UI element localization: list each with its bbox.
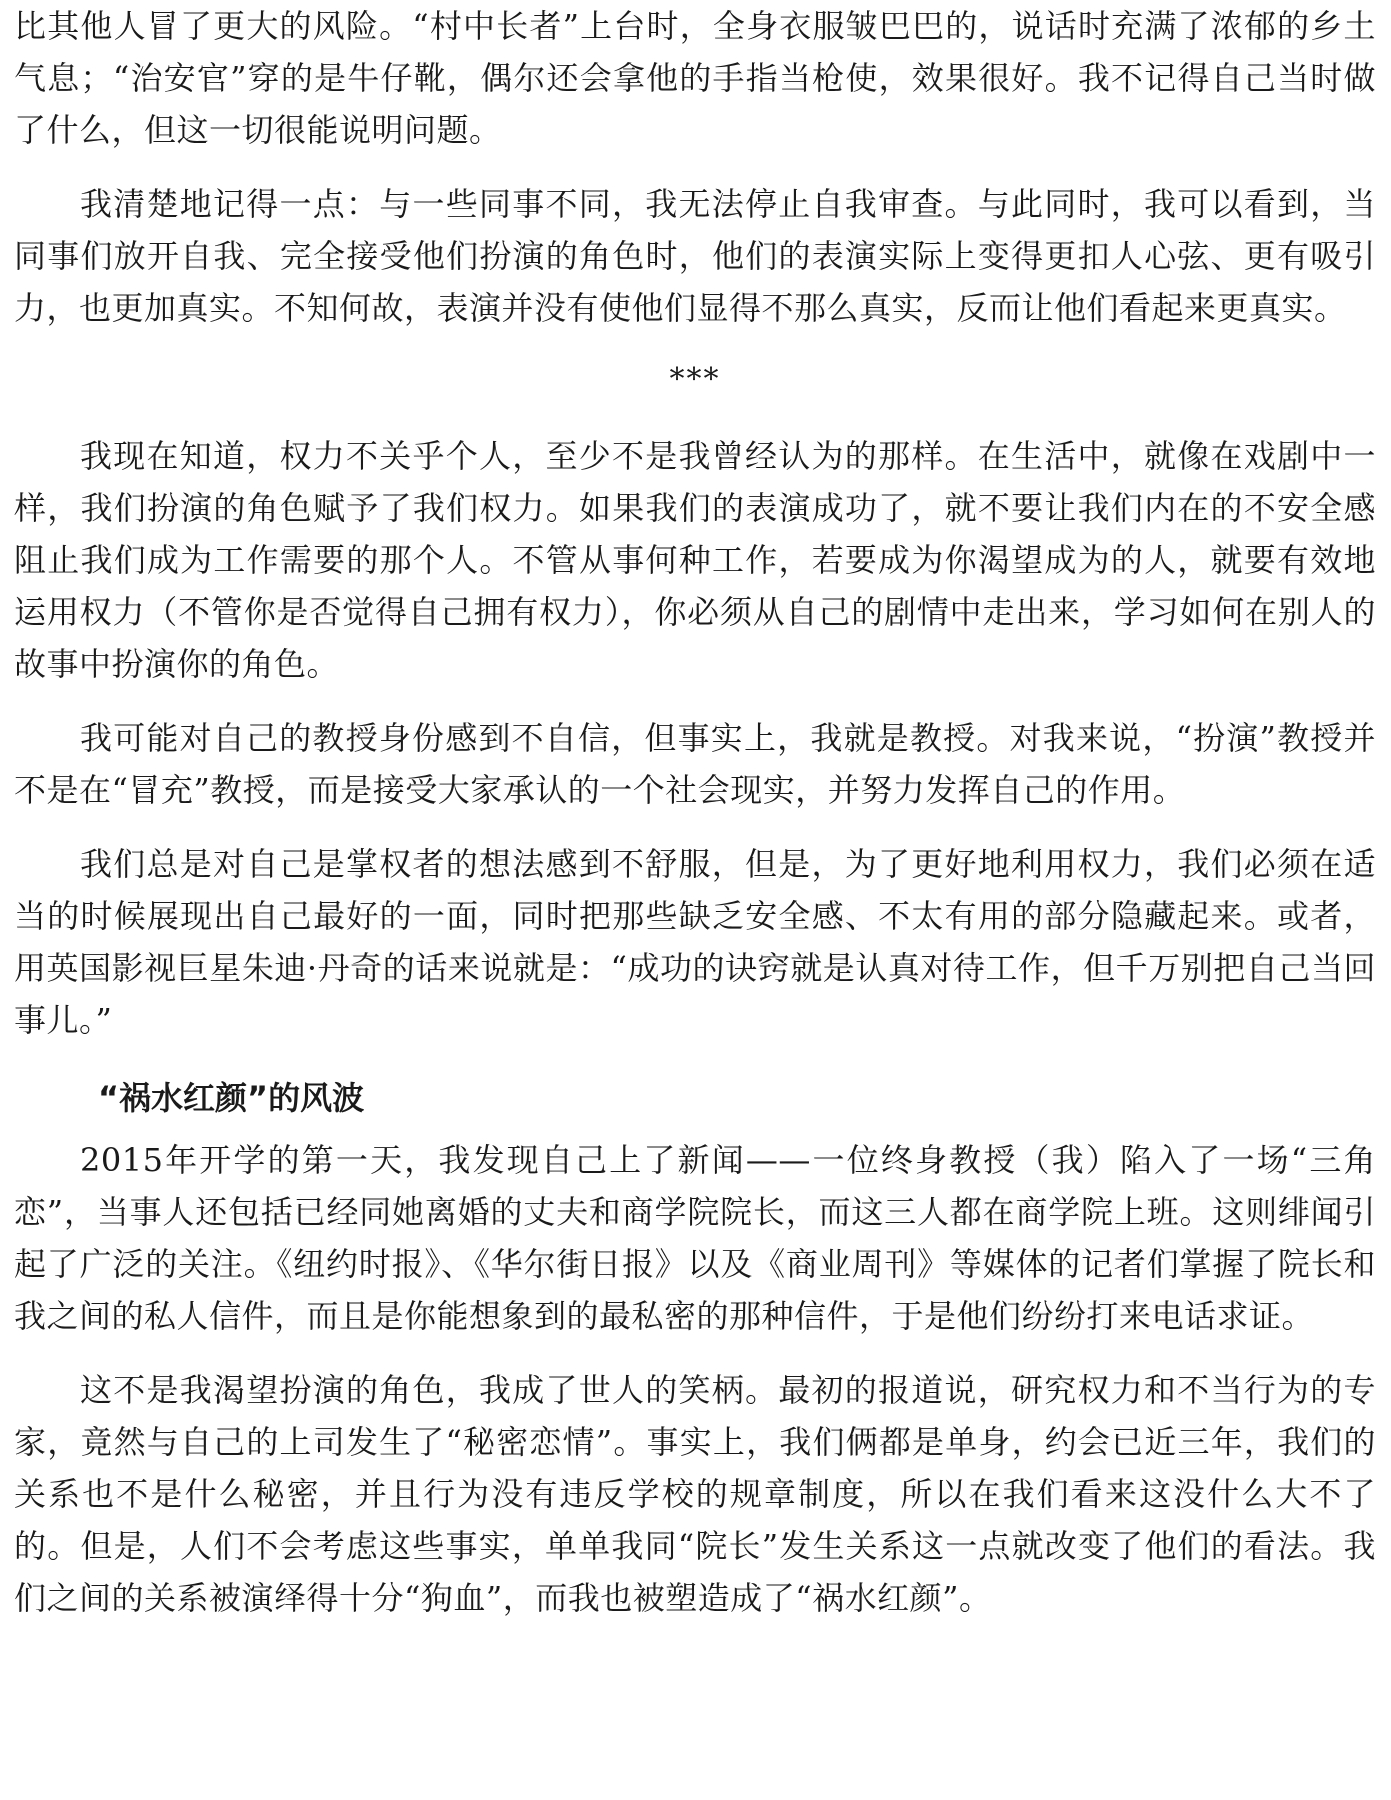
paragraph-7: 这不是我渴望扮演的角色，我成了世人的笑柄。最初的报道说，研究权力和不当行为的专家，竟然与自己的上司发生了“秘密恋情”。事实上，我们俩都是单身，约会已近三年，我们的关系也不是什么秘密，并且行为没有违反学校的规章制度，所以在我们看来这没什么大不了的。但是，人们不会考虑这些事实，单单我同“院长”发生关系这一点就改变了他们的看法。我们之间的关系被演绎得十分“狗血”，而我也被塑造成了“祸水红颜”。 [14,1371,1376,1617]
paragraph-2: 我清楚地记得一点：与一些同事不同，我无法停止自我审查。与此同时，我可以看到，当同事们放开自我、完全接受他们扮演的角色时，他们的表演实际上变得更扣人心弦、更有吸引力，也更加真实。不知何故，表演并没有使他们显得不那么真实，反而让他们看起来更真实。 [14,185,1376,327]
paragraph-3: 我现在知道，权力不关乎个人，至少不是我曾经认为的那样。在生活中，就像在戏剧中一样，我们扮演的角色赋予了我们权力。如果我们的表演成功了，就不要让我们内在的不安全感阻止我们成为工作需要的那个人。不管从事何种工作，若要成为你渴望成为的人，就要有效地运用权力（不管你是否觉得自己拥有权力），你必须从自己的剧情中走出来，学习如何在别人的故事中扮演你的角色。 [14,437,1376,683]
paragraph-5: 我们总是对自己是掌权者的想法感到不舒服，但是，为了更好地利用权力，我们必须在适当的时候展现出自己最好的一面，同时把那些缺乏安全感、不太有用的部分隐藏起来。或者，用英国影视巨星朱迪·丹奇的话来说就是：“成功的诀窍就是认真对待工作，但千万别把自己当回事儿。” [14,845,1376,1039]
paragraph-6: 2015年开学的第一天，我发现自己上了新闻——一位终身教授（我）陷入了一场“三角恋”，当事人还包括已经同她离婚的丈夫和商学院院长，而这三人都在商学院上班。这则绯闻引起了广泛的关注。《纽约时报》、《华尔街日报》以及《商业周刊》等媒体的记者们掌握了院长和我之间的私人信件，而且是你能想象到的最私密的那种信件，于是他们纷纷打来电话求证。 [14,1141,1376,1335]
paragraph-1: 比其他人冒了更大的风险。“村中长者”上台时，全身衣服皱巴巴的，说话时充满了浓郁的乡土气息；“治安官”穿的是牛仔靴，偶尔还会拿他的手指当枪使，效果很好。我不记得自己当时做了什么，但这一切很能说明问题。 [14,7,1376,149]
section-separator: *** [669,362,721,397]
paragraph-4: 我可能对自己的教授身份感到不自信，但事实上，我就是教授。对我来说，“扮演”教授并不是在“冒充”教授，而是接受大家承认的一个社会现实，并努力发挥自己的作用。 [14,719,1376,809]
document-page [14,0,1376,1624]
section-heading: “祸水红颜”的风波 [98,1079,365,1117]
